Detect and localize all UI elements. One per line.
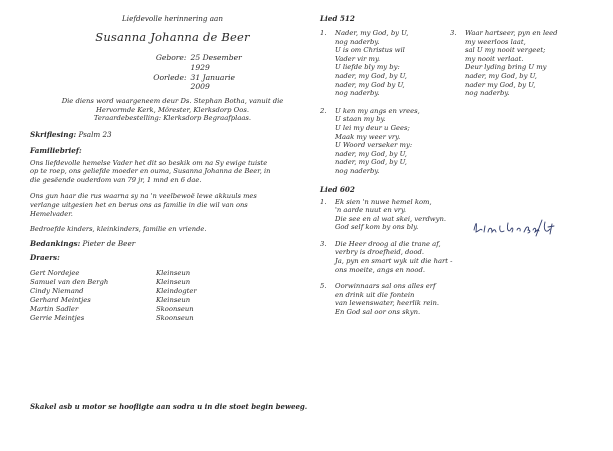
bearer-relation: Kleinseun xyxy=(156,268,191,277)
handwritten-signature xyxy=(470,214,560,240)
deceased-name: Susanna Johanna de Beer xyxy=(95,30,250,45)
bearer-relation: Kleindogter xyxy=(156,286,197,295)
bearer-relation: Kleinseun xyxy=(156,277,191,286)
bearers-label: Draers: xyxy=(30,253,60,263)
left-column xyxy=(30,14,315,323)
bearer-name: Gert Nordejee xyxy=(30,268,80,277)
thanks-label: Bedankings: xyxy=(30,239,81,249)
text-line: die gesëende ouderdom van 79 jr, 1 mnd en 6 dae. xyxy=(30,176,202,185)
hymn1-title: Lied 512 xyxy=(320,14,355,23)
scripture-line xyxy=(30,130,315,139)
thanks-value: Pieter de Beer xyxy=(82,239,136,249)
remembrance-heading: Liefdevolle herinnering aan xyxy=(122,14,223,23)
text-line: op te roep, ons geliefde moeder en ouma, Susanna Johanna de Beer, in xyxy=(30,167,271,176)
hymn2-verse-1: 1. Ek sien 'n nuwe hemel kom, 'n aarde nuut en vry. Die see en al wat skei, verdwyn. God self kom by ons bly. xyxy=(320,197,446,232)
hymn2-verse-3: 3. Die Heer droog al die trane af, verbry is droefheid, dood. Ja, pyn en smart wyk uit die hart - ons moeite, angs en nood. xyxy=(320,239,453,274)
hymn1-verse-2: 2. U ken my angs en vrees, U staan my by. U lei my deur u Gees; Maak my weer vry. U Woord verseker my: nader, my God, by U, nader, my God, by U, nog naderby. xyxy=(320,106,420,175)
bearer-relation: Skoonseun xyxy=(156,304,194,313)
bearers-list xyxy=(30,269,315,323)
service-line: Hervormde Kerk, Môrester, Klerksdorp Oos. xyxy=(96,105,249,114)
hymn1-verses xyxy=(320,25,610,176)
text-line: Ons liefdevolle hemelse Vader het dit so beskik om na Sy ewige tuiste xyxy=(30,158,268,167)
born-label: Gebore: xyxy=(155,53,187,63)
thanks-line xyxy=(30,239,315,248)
bearer-name: Gerrie Meintjes xyxy=(30,313,85,322)
right-column xyxy=(320,14,610,317)
hymn1-verse-3: 3. Waar hartseer, pyn en leed my weerloos laat, sal U my nooit vergeet; my nooit verlaat. Deur lyding bring U my nader, my God, by U, nader my God, by U, nog naderby. xyxy=(450,29,558,98)
family-letter-label: Familiebrief: xyxy=(30,146,82,156)
bearer-name: Martin Sadler xyxy=(30,304,79,313)
hymn2-verse-5: 5. Oorwinnaars sal ons alles erf en drink uit die fontein van lewenswater, heerlik rein. En God sal oor ons skyn. xyxy=(320,282,440,317)
hymn2-verses xyxy=(320,198,460,317)
died-label: Oorlede: xyxy=(153,72,187,82)
died-value: 31 Januarie 2009 xyxy=(190,72,236,92)
hymn1-left xyxy=(320,25,450,176)
family-letter-paragraph-1 xyxy=(30,159,315,185)
hymn1-verse-1: 1. Nader, my God, by U, nog naderby. U is om Christus wil Vader vir my. U liefde bly my by: nader, my God, by U, nader, my God by U, nog naderby. xyxy=(320,29,409,98)
family-letter-paragraph-3: Bedroefde kinders, kleinkinders, familie en vriende. xyxy=(30,225,207,234)
scripture-value: Psalm 23 xyxy=(78,130,112,140)
dates-block xyxy=(93,53,253,91)
bearer-relation: Kleinseun xyxy=(156,295,191,304)
service-line: Die diens word waargeneem deur Ds. Stephan Botha, vanuit die xyxy=(61,96,284,105)
bearer-name: Cindy Niemand xyxy=(30,286,84,295)
bearer-name: Gerhard Meintjes xyxy=(30,295,91,304)
closing-instruction: Skakel asb u motor se hoofligte aan sodra u in die stoet begin beweeg. xyxy=(30,402,308,411)
family-letter-paragraph-2 xyxy=(30,192,315,218)
born-value: 25 Desember 1929 xyxy=(190,53,242,72)
text-line: Hemelvader. xyxy=(30,209,73,218)
service-info xyxy=(30,97,315,123)
hymn2-title: Lied 602 xyxy=(320,184,355,194)
text-line: Ons gun haar die rus waarna sy na 'n veelbewoë lewe akkuuls mes xyxy=(30,191,257,200)
bearer-name: Samuel van den Bergh xyxy=(30,277,109,286)
hymn1-right xyxy=(450,25,610,176)
text-line: verlange uitgesien het en berus ons as familie in die wil van ons xyxy=(30,200,248,209)
bearer-relation: Skoonseun xyxy=(156,313,194,322)
service-line: Teraardebestelling: Klerksdorp Begraafplaas. xyxy=(93,114,252,123)
scripture-label: Skriflesing: xyxy=(30,130,77,140)
